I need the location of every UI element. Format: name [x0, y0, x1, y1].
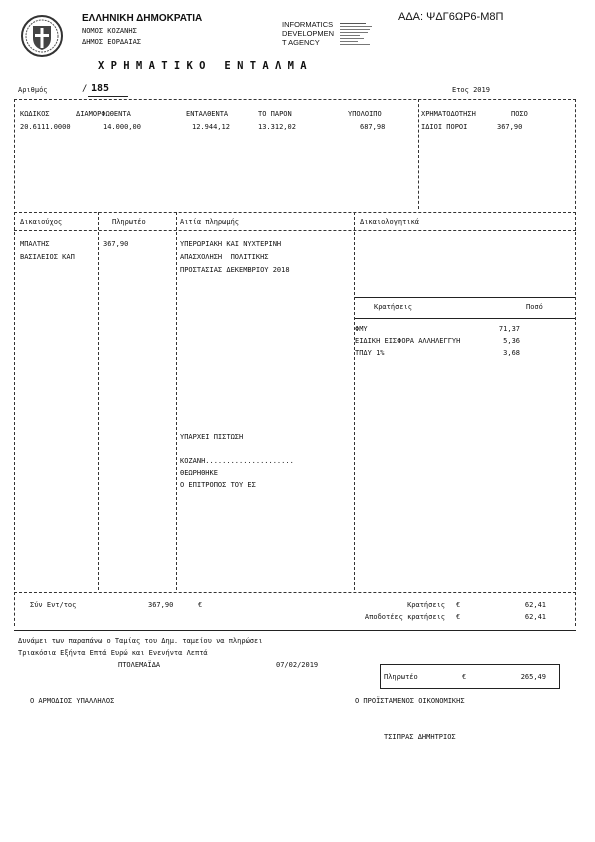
deductions-header-border	[355, 318, 575, 319]
deductions-header-amount: Ποσό	[526, 303, 543, 311]
ada-code: ΑΔΑ: ΨΔΓ6ΩΡ6-Μ8Π	[398, 11, 504, 23]
col-header-funding: ΧΡΗΜΑΤΟΔΟΤΗΣΗ	[421, 110, 476, 118]
agency-logo-line-2: DEVELOPMEN	[282, 29, 335, 38]
totals-left-border	[14, 592, 15, 626]
paid-deductions-currency: €	[456, 613, 461, 621]
number-underline	[88, 96, 128, 97]
reason-line-1: ΥΠΕΡΩΡΙΑΚΗ ΚΑΙ ΝΥΧΤΕΡΙΝΗ	[180, 240, 282, 248]
instruction-line-2: Τριακόσια Εξήντα Επτά Ευρώ και Ενενήντα Λεπτά	[18, 649, 208, 657]
payable-final-currency: €	[462, 673, 467, 681]
head-signature-label: Ο ΠΡΟΪΣΤΑΜΕΝΟΣ ΟΙΚΟΝΟΜΙΚΗΣ	[355, 697, 465, 705]
col-header-amount: ΠΟΣΟ	[511, 110, 528, 118]
budget-top-border	[14, 99, 576, 100]
col-header-beneficiary: Δικαιούχος	[20, 218, 63, 226]
col-header-balance: ΥΠΟΛΟΙΠΟ	[348, 110, 382, 118]
approval-label: ΘΕΩΡΗΘΗΚΕ	[180, 469, 218, 477]
budget-right-border	[575, 99, 576, 209]
paid-deductions-value: 62,41	[524, 613, 546, 621]
greek-emblem-icon	[20, 14, 64, 58]
totals-top-border	[14, 592, 576, 593]
payable-final-label: Πληρωτέο	[384, 673, 418, 681]
deduction-label-1: ΦΜΥ	[355, 325, 368, 333]
clerk-signature-label: Ο ΑΡΜΟΔΙΟΣ ΥΠΑΛΛΗΛΟΣ	[30, 697, 115, 705]
budget-code: 20.6111.0000	[20, 123, 71, 131]
prefecture-name: ΝΟΜΟΣ ΚΟΖΑΝΗΣ	[82, 27, 137, 35]
deductions-total-label: Κρατήσεις	[407, 601, 445, 609]
footer-place: ΠΤΟΛΕΜΑΪΔΑ	[118, 661, 161, 669]
paid-deductions-label: Αποδοτέες κρατήσεις	[364, 613, 445, 621]
payment-col-divider-2	[176, 212, 177, 590]
col-header-payable: Πληρωτέο	[112, 218, 146, 226]
col-header-formed: ΔΙΑΜΟΡΦΩΘΕΝΤΑ	[76, 110, 131, 118]
col-header-current: ΤΟ ΠΑΡΟΝ	[258, 110, 292, 118]
totals-bottom-border	[14, 630, 576, 631]
budget-divider	[418, 99, 419, 209]
reason-line-3: ΠΡΟΣΤΑΣΙΑΣ ΔΕΚΕΜΒΡΙΟΥ 2018	[180, 266, 290, 274]
commissioner-label: Ο ΕΠΙΤΡΟΠΟΣ ΤΟΥ ΕΣ	[180, 481, 256, 489]
approval-place: ΚΟΖΑΝΗ.....................	[180, 457, 294, 465]
payable-final-value: 265,49	[520, 673, 546, 681]
deduction-amount-3: 3,68	[503, 349, 520, 357]
reason-line-2: ΑΠΑΣΧΟΛΗΣΗ ΠΟΛΙΤΙΚΗΣ	[180, 253, 269, 261]
number-value: 185	[91, 83, 110, 94]
deduction-label-2: ΕΙΔΙΚΗ ΕΙΣΦΟΡΑ ΑΛΛΗΛΕΓΓΥΗ	[355, 337, 461, 345]
totals-right-border	[575, 592, 576, 626]
payable-box-bottom	[380, 688, 560, 689]
agency-logo-line-1: INFORMATICS	[282, 20, 334, 29]
year-label: Ετος 2019	[452, 86, 490, 94]
col-header-code: ΚΩΔΙΚΟΣ	[20, 110, 50, 118]
payment-col-divider-1	[98, 212, 99, 590]
footer-date: 07/02/2019	[276, 661, 319, 669]
payable-box-left	[380, 664, 381, 688]
deduction-label-3: ΤΠΔΥ 1%	[355, 349, 385, 357]
budget-issued: 12.944,12	[192, 123, 230, 131]
payment-left-border	[14, 212, 15, 590]
payment-right-border	[575, 212, 576, 590]
deduction-amount-1: 71,37	[498, 325, 520, 333]
agency-logo-line-3: T AGENCY	[282, 38, 320, 47]
municipality-name: ΔΗΜΟΣ ΕΟΡΔΑΙΑΣ	[82, 38, 142, 46]
number-slash: /	[82, 84, 88, 94]
budget-balance: 687,98	[360, 123, 386, 131]
total-currency: €	[198, 601, 203, 609]
number-label: Αριθμός	[18, 86, 48, 94]
deductions-total-value: 62,41	[524, 601, 546, 609]
beneficiary-line-2: ΒΑΣΙΛΕΙΟΣ ΚΑΠ	[20, 253, 75, 261]
payable-amount: 367,90	[103, 240, 129, 248]
budget-left-border	[14, 99, 15, 209]
agency-logo-fine-print	[340, 22, 376, 47]
payment-col-divider-3	[354, 212, 355, 590]
country-name: ΕΛΛΗΝΙΚΗ ΔΗΜΟΚΡΑΤΙΑ	[82, 13, 203, 24]
credit-note: ΥΠΑΡΧΕΙ ΠΙΣΤΩΣΗ	[180, 433, 244, 441]
col-header-issued: ΕΝΤΑΛΘΕΝΤΑ	[186, 110, 229, 118]
instruction-line-1: Δυνάμει των παραπάνω ο Ταμίας του Δημ. ταμείου να πληρώσει	[18, 637, 263, 645]
payable-box-top	[380, 664, 560, 665]
budget-amount: 367,90	[497, 123, 523, 131]
deduction-amount-2: 5,36	[503, 337, 520, 345]
payable-box-right	[559, 664, 560, 688]
col-header-reason: Αιτία πληρωμής	[180, 218, 240, 226]
head-name: ΤΣΙΠΡΑΣ ΔΗΜΗΤΡΙΟΣ	[384, 733, 456, 741]
budget-current: 13.312,02	[258, 123, 296, 131]
deductions-top-border	[355, 297, 575, 298]
total-value: 367,90	[148, 601, 174, 609]
col-header-documents: Δικαιολογητικά	[360, 218, 420, 226]
deductions-header-label: Κρατήσεις	[374, 303, 412, 311]
document-title: Χ Ρ Η Μ Α Τ Ι Κ Ο Ε Ν Τ Α Λ Μ Α	[98, 60, 307, 72]
deductions-total-currency: €	[456, 601, 461, 609]
budget-funding: ΙΔΙΟΙ ΠΟΡΟΙ	[421, 123, 468, 131]
total-label: Σύν Εντ/τος	[30, 601, 77, 609]
beneficiary-line-1: ΜΠΑΛΤΗΣ	[20, 240, 50, 248]
budget-formed: 14.000,00	[103, 123, 141, 131]
